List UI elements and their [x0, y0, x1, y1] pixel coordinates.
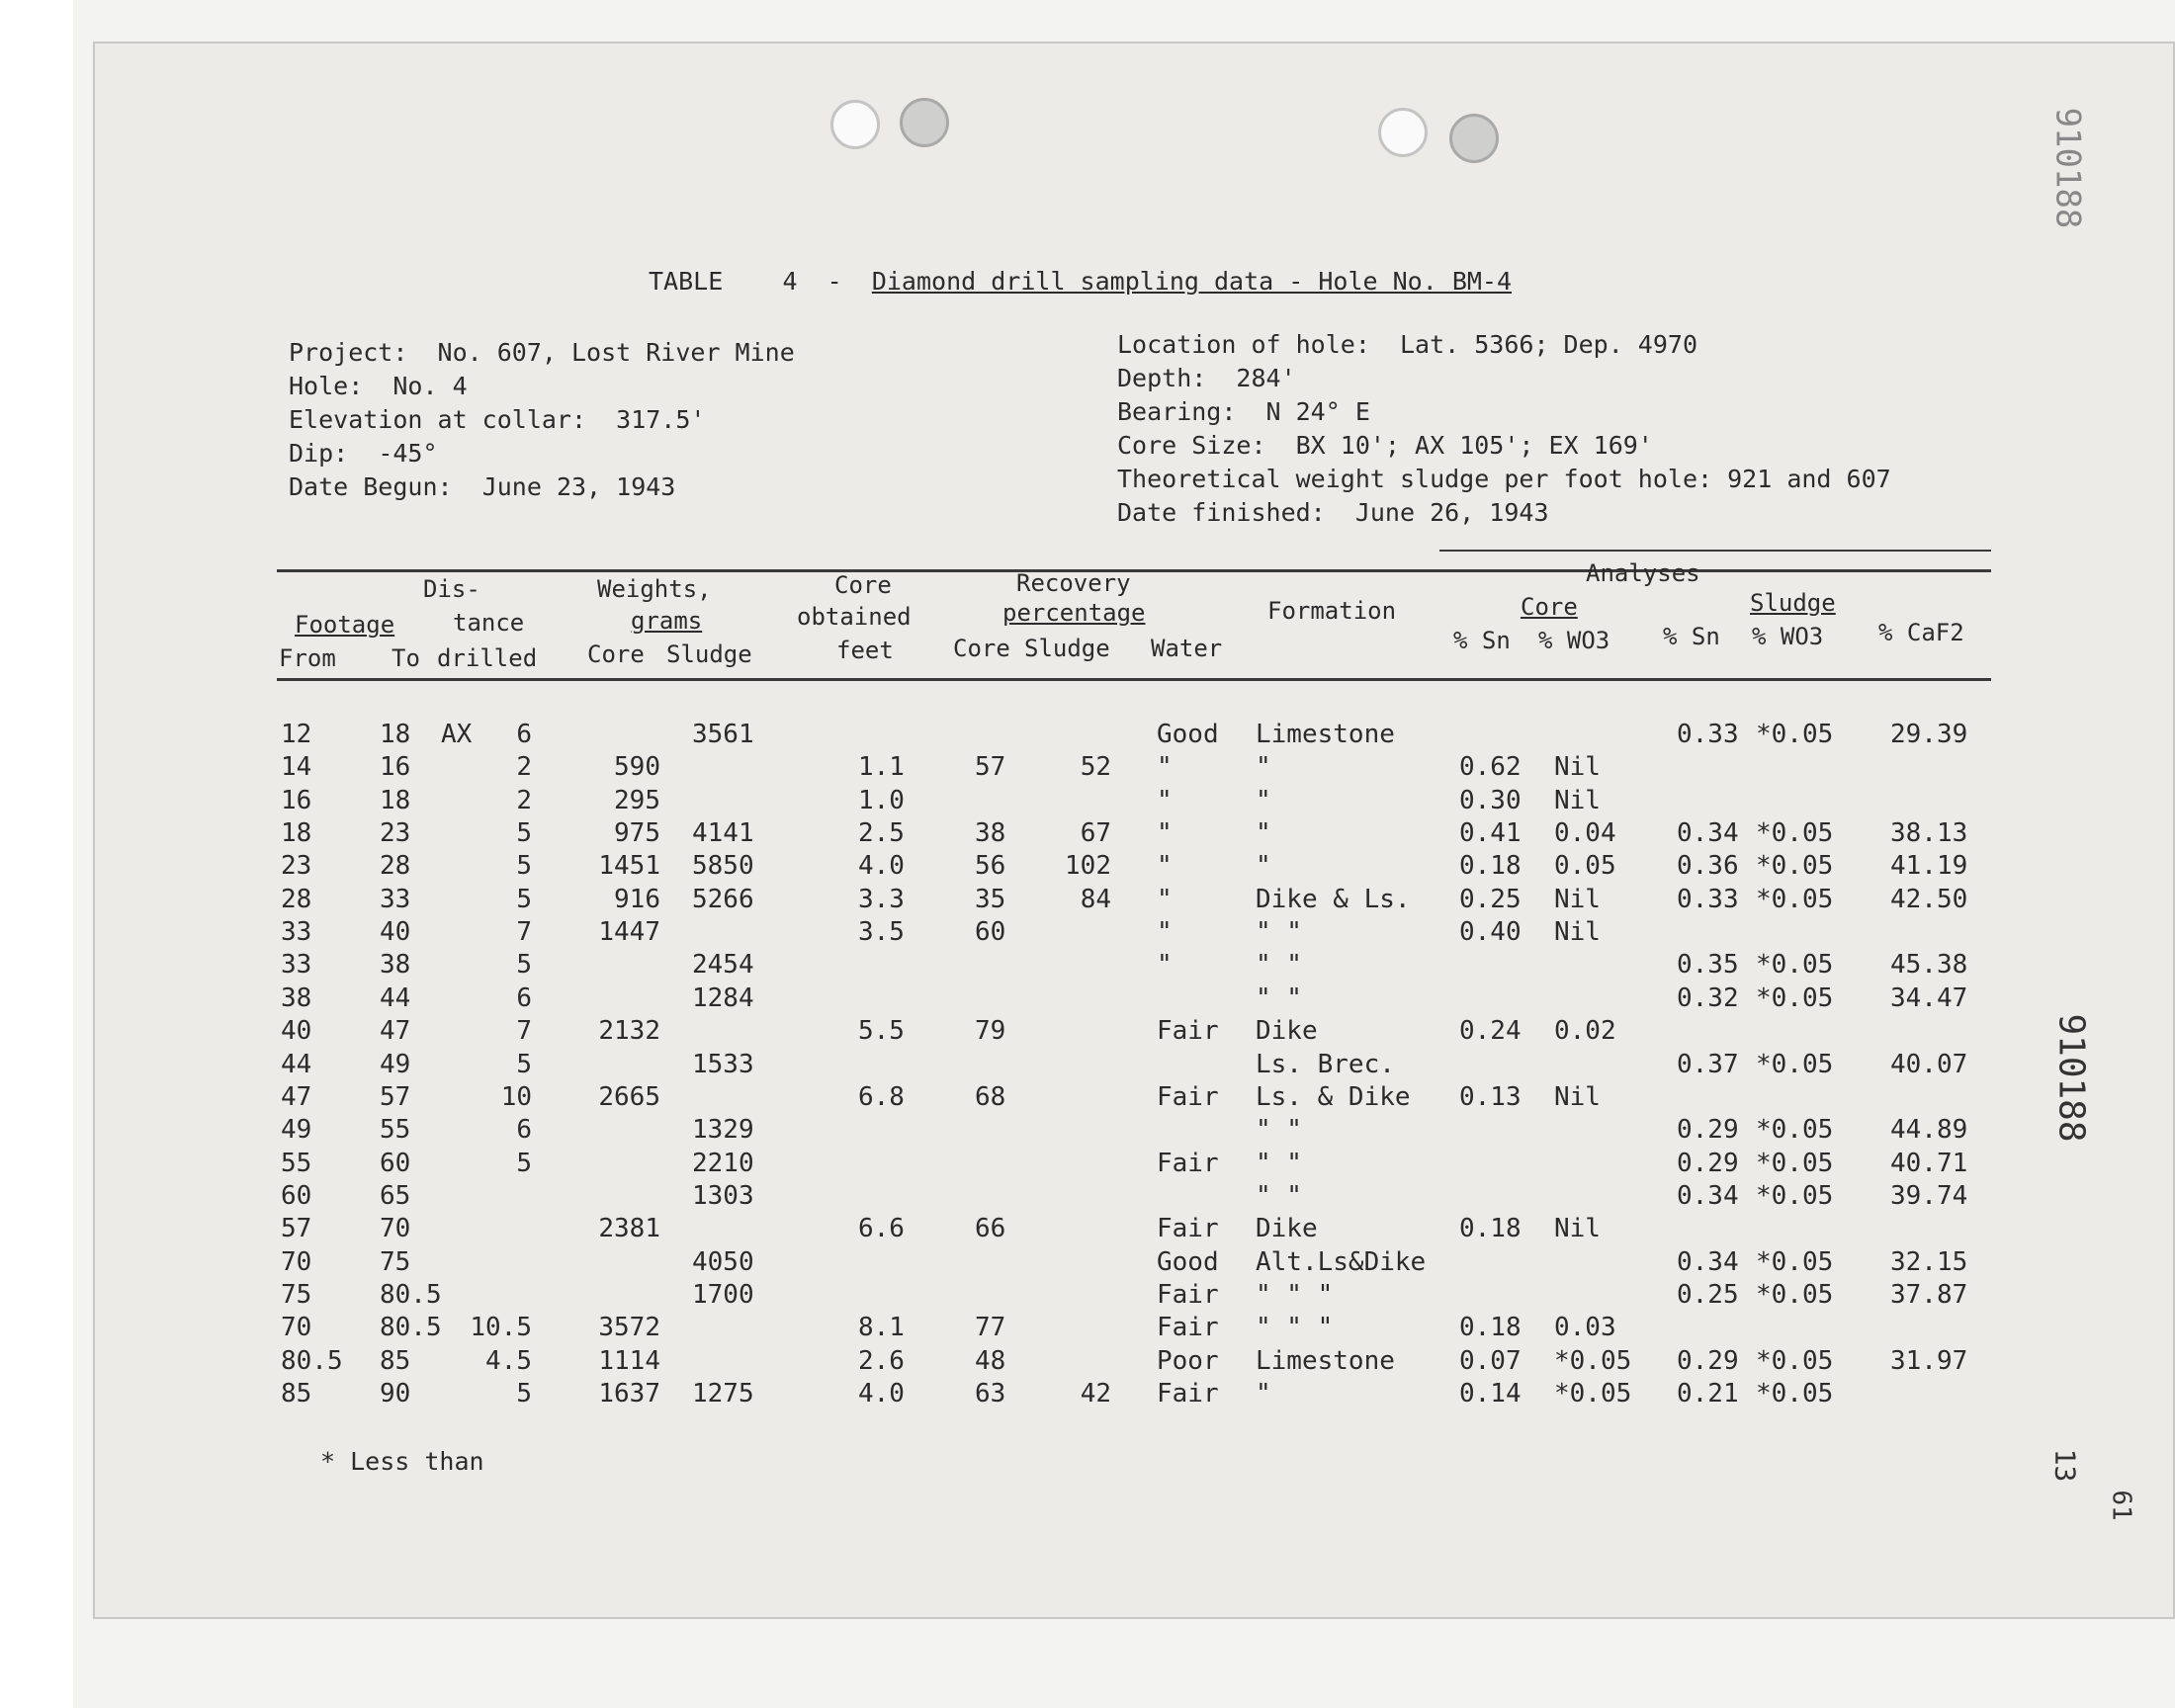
cell-wsludge: 2210	[692, 1148, 754, 1178]
meta-value: June 23, 1943	[481, 472, 676, 501]
cell-dist: 6	[516, 982, 532, 1013]
cell-rsludge: 42	[1080, 1379, 1111, 1409]
meta-value: 317.5'	[616, 405, 706, 434]
cell-cfeet: 1.1	[858, 752, 905, 783]
cell-water: Poor	[1157, 1345, 1219, 1376]
header-weights-sludge: Sludge	[666, 640, 752, 668]
cell-csn: 0.24	[1459, 1016, 1522, 1047]
cell-swo3: *0.05	[1756, 1180, 1834, 1211]
cell-wsludge: 1533	[692, 1049, 754, 1079]
title-prefix: TABLE	[649, 267, 724, 296]
cell-from: 40	[281, 1016, 312, 1047]
cell-ssn: 0.32	[1677, 982, 1739, 1013]
cell-csn: 0.30	[1459, 785, 1522, 815]
header-rule-top	[277, 569, 1991, 572]
header-weights-core: Core	[587, 640, 645, 668]
cell-dist: 5	[516, 851, 532, 882]
cell-rcore: 60	[975, 917, 1006, 948]
cell-rcore: 56	[975, 851, 1006, 882]
punch-hole	[1378, 108, 1428, 157]
table-title	[649, 267, 1512, 296]
cell-ssn: 0.34	[1677, 1246, 1739, 1277]
header-distance-2: tance	[453, 609, 525, 637]
punch-hole	[900, 98, 949, 147]
cell-ssn: 0.36	[1677, 851, 1739, 882]
cell-wsludge: 5266	[692, 884, 754, 914]
cell-from: 49	[281, 1115, 312, 1146]
page-mark: 61	[2106, 1490, 2136, 1521]
title-number: 4	[782, 267, 798, 296]
meta-right	[1117, 328, 1891, 530]
cell-water: Good	[1157, 720, 1219, 749]
cell-water: Fair	[1157, 1313, 1219, 1343]
cell-cfeet: 2.6	[858, 1345, 905, 1376]
cell-rsludge: 84	[1080, 884, 1111, 914]
header-recovery-2: percentage	[1002, 599, 1146, 627]
cell-dist: 6	[516, 720, 532, 749]
cell-caf2: 31.97	[1890, 1345, 1968, 1376]
cell-cfeet: 5.5	[858, 1016, 905, 1047]
meta-value: Lat. 5366; Dep. 4970	[1399, 330, 1698, 359]
header-recovery-water: Water	[1151, 635, 1223, 662]
header-footage: Footage	[295, 611, 395, 639]
cell-cwo3: *0.05	[1554, 1379, 1632, 1409]
cell-water: "	[1157, 851, 1173, 882]
cell-wsludge: 4050	[692, 1246, 754, 1277]
cell-from: 57	[281, 1214, 312, 1244]
header-recovery-sludge: Sludge	[1024, 635, 1110, 662]
cell-rcore: 38	[975, 818, 1006, 849]
meta-label: Depth:	[1117, 364, 1207, 392]
header-core-wo3: % WO3	[1538, 627, 1610, 654]
cell-wcore: 1451	[598, 851, 660, 882]
punch-hole	[1449, 114, 1499, 163]
cell-from: 80.5	[281, 1345, 343, 1376]
cell-wcore: 1114	[598, 1345, 660, 1376]
cell-form: " "	[1256, 1115, 1302, 1146]
cell-swo3: *0.05	[1756, 720, 1834, 749]
cell-form: " "	[1256, 950, 1302, 981]
cell-cwo3: 0.04	[1554, 818, 1616, 849]
cell-ssn: 0.33	[1677, 720, 1739, 749]
cell-cfeet: 2.5	[858, 818, 905, 849]
header-analyses-core: Core	[1521, 593, 1578, 621]
cell-dist: 5	[516, 1148, 532, 1178]
cell-rcore: 35	[975, 884, 1006, 914]
cell-dist: 5	[516, 884, 532, 914]
cell-caf2: 42.50	[1890, 884, 1968, 914]
cell-dist: 5	[516, 1379, 532, 1409]
cell-to: 33	[380, 884, 411, 914]
cell-swo3: *0.05	[1756, 851, 1834, 882]
cell-form: " "	[1256, 1148, 1302, 1178]
cell-from: 44	[281, 1049, 312, 1079]
cell-ssn: 0.37	[1677, 1049, 1739, 1079]
cell-csn: 0.41	[1459, 818, 1522, 849]
cell-form: Dike & Ls.	[1256, 884, 1411, 914]
cell-dist: 5	[516, 1049, 532, 1079]
cell-wcore: 295	[614, 785, 660, 815]
meta-value: N 24° E	[1265, 397, 1370, 426]
header-core-3: feet	[836, 637, 894, 664]
meta-label: Theoretical weight sludge per foot hole:	[1117, 465, 1713, 493]
cell-dist: 2	[516, 785, 532, 815]
header-weights-2: grams	[631, 607, 703, 635]
cell-wcore: 590	[614, 752, 660, 783]
cell-wsludge: 1303	[692, 1180, 754, 1211]
cell-caf2: 32.15	[1890, 1246, 1968, 1277]
cell-form: "	[1256, 851, 1271, 882]
cell-caf2: 39.74	[1890, 1180, 1968, 1211]
cell-wcore: 975	[614, 818, 660, 849]
cell-water: Fair	[1157, 1379, 1219, 1409]
cell-to: 80.5	[380, 1279, 442, 1310]
cell-water: "	[1157, 884, 1173, 914]
cell-swo3: *0.05	[1756, 950, 1834, 981]
cell-rcore: 63	[975, 1379, 1006, 1409]
cell-to: 18	[380, 785, 411, 815]
cell-from: 75	[281, 1279, 312, 1310]
cell-from: 14	[281, 752, 312, 783]
cell-to: 40	[380, 917, 411, 948]
cell-caf2: 41.19	[1890, 851, 1968, 882]
cell-water: "	[1157, 818, 1173, 849]
title-text: Diamond drill sampling data - Hole No. BM-4	[871, 267, 1513, 296]
cell-swo3: *0.05	[1756, 1279, 1834, 1310]
meta-label: Elevation at collar:	[289, 405, 587, 434]
cell-wcore: 2132	[598, 1016, 660, 1047]
margin-stamp-upper: 910188	[2047, 107, 2088, 229]
cell-form: "	[1256, 1379, 1271, 1409]
cell-size: AX	[441, 720, 473, 749]
cell-water: Fair	[1157, 1279, 1219, 1310]
cell-cfeet: 3.3	[858, 884, 905, 914]
cell-wcore: 1637	[598, 1379, 660, 1409]
cell-cfeet: 6.8	[858, 1081, 905, 1112]
cell-ssn: 0.29	[1677, 1345, 1739, 1376]
cell-from: 70	[281, 1246, 312, 1277]
cell-csn: 0.62	[1459, 752, 1522, 783]
header-recovery-core: Core	[953, 635, 1010, 662]
header-distance-3: drilled	[437, 644, 538, 672]
cell-cfeet: 4.0	[858, 851, 905, 882]
cell-from: 33	[281, 950, 312, 981]
meta-label: Dip:	[289, 439, 349, 468]
cell-dist: 2	[516, 752, 532, 783]
cell-ssn: 0.34	[1677, 1180, 1739, 1211]
cell-to: 75	[380, 1246, 411, 1277]
cell-form: Dike	[1256, 1214, 1318, 1244]
cell-dist: 4.5	[485, 1345, 532, 1376]
cell-to: 38	[380, 950, 411, 981]
meta-label: Date finished:	[1117, 498, 1326, 527]
meta-value: 921 and 607	[1727, 465, 1891, 493]
cell-water: "	[1157, 752, 1173, 783]
cell-from: 60	[281, 1180, 312, 1211]
meta-label: Date Begun:	[289, 472, 453, 501]
cell-from: 16	[281, 785, 312, 815]
cell-from: 55	[281, 1148, 312, 1178]
cell-ssn: 0.21	[1677, 1379, 1739, 1409]
cell-rcore: 79	[975, 1016, 1006, 1047]
cell-to: 90	[380, 1379, 411, 1409]
cell-dist: 10.5	[470, 1313, 532, 1343]
meta-value: No. 4	[392, 372, 468, 400]
cell-to: 85	[380, 1345, 411, 1376]
cell-cwo3: 0.02	[1554, 1016, 1616, 1047]
cell-water: Fair	[1157, 1081, 1219, 1112]
cell-water: Fair	[1157, 1016, 1219, 1047]
cell-cfeet: 1.0	[858, 785, 905, 815]
cell-ssn: 0.29	[1677, 1148, 1739, 1178]
cell-csn: 0.13	[1459, 1081, 1522, 1112]
cell-ssn: 0.35	[1677, 950, 1739, 981]
cell-csn: 0.40	[1459, 917, 1522, 948]
header-core-sn: % Sn	[1453, 627, 1511, 654]
meta-value: June 26, 1943	[1354, 498, 1549, 527]
header-from: From	[279, 644, 336, 672]
cell-csn: 0.07	[1459, 1345, 1522, 1376]
cell-water: "	[1157, 950, 1173, 981]
cell-dist: 7	[516, 917, 532, 948]
cell-to: 47	[380, 1016, 411, 1047]
cell-cfeet: 6.6	[858, 1214, 905, 1244]
header-core-1: Core	[834, 571, 892, 599]
cell-from: 23	[281, 851, 312, 882]
cell-cwo3: Nil	[1554, 1214, 1601, 1244]
cell-from: 85	[281, 1379, 312, 1409]
page-number: 13	[2048, 1448, 2082, 1483]
header-analyses-sludge: Sludge	[1750, 589, 1836, 617]
cell-to: 16	[380, 752, 411, 783]
cell-form: Ls. Brec.	[1256, 1049, 1395, 1079]
cell-ssn: 0.25	[1677, 1279, 1739, 1310]
cell-to: 49	[380, 1049, 411, 1079]
cell-swo3: *0.05	[1756, 982, 1834, 1013]
header-analyses: Analyses	[1586, 559, 1700, 587]
cell-from: 12	[281, 720, 312, 749]
footnote: * Less than	[320, 1447, 484, 1476]
cell-water: "	[1157, 917, 1173, 948]
cell-swo3: *0.05	[1756, 1246, 1834, 1277]
cell-to: 44	[380, 982, 411, 1013]
cell-caf2: 34.47	[1890, 982, 1968, 1013]
cell-form: Limestone	[1256, 720, 1395, 749]
cell-wcore: 1447	[598, 917, 660, 948]
meta-left	[289, 336, 795, 504]
cell-wsludge: 5850	[692, 851, 754, 882]
punch-hole	[830, 100, 880, 149]
cell-wcore: 3572	[598, 1313, 660, 1343]
cell-water: Fair	[1157, 1214, 1219, 1244]
cell-cwo3: Nil	[1554, 884, 1601, 914]
cell-wcore: 2665	[598, 1081, 660, 1112]
cell-water: Fair	[1157, 1148, 1219, 1178]
cell-to: 70	[380, 1214, 411, 1244]
header-weights-1: Weights,	[597, 575, 712, 603]
cell-cwo3: *0.05	[1554, 1345, 1632, 1376]
header-distance-1: Dis-	[423, 575, 480, 603]
header-to: To	[392, 644, 420, 672]
cell-cwo3: Nil	[1554, 1081, 1601, 1112]
cell-wsludge: 3561	[692, 720, 754, 749]
title-dash: -	[826, 267, 842, 296]
cell-dist: 6	[516, 1115, 532, 1146]
cell-form: Alt.Ls&Dike	[1256, 1246, 1427, 1277]
cell-form: Limestone	[1256, 1345, 1395, 1376]
cell-to: 65	[380, 1180, 411, 1211]
cell-from: 70	[281, 1313, 312, 1343]
meta-value: 284'	[1236, 364, 1296, 392]
cell-from: 33	[281, 917, 312, 948]
cell-rcore: 66	[975, 1214, 1006, 1244]
cell-form: "	[1256, 752, 1271, 783]
cell-form: " " "	[1256, 1279, 1334, 1310]
cell-cwo3: Nil	[1554, 785, 1601, 815]
cell-csn: 0.14	[1459, 1379, 1522, 1409]
cell-swo3: *0.05	[1756, 1115, 1834, 1146]
cell-to: 55	[380, 1115, 411, 1146]
cell-swo3: *0.05	[1756, 884, 1834, 914]
cell-form: " " "	[1256, 1313, 1334, 1343]
cell-wsludge: 1284	[692, 982, 754, 1013]
cell-caf2: 37.87	[1890, 1279, 1968, 1310]
meta-label: Location of hole:	[1117, 330, 1370, 359]
cell-to: 57	[380, 1081, 411, 1112]
cell-cwo3: Nil	[1554, 917, 1601, 948]
cell-from: 18	[281, 818, 312, 849]
cell-cfeet: 4.0	[858, 1379, 905, 1409]
cell-rcore: 57	[975, 752, 1006, 783]
header-recovery-1: Recovery	[1016, 569, 1131, 597]
cell-from: 38	[281, 982, 312, 1013]
cell-to: 60	[380, 1148, 411, 1178]
cell-cwo3: Nil	[1554, 752, 1601, 783]
cell-csn: 0.18	[1459, 1313, 1522, 1343]
cell-wsludge: 1275	[692, 1379, 754, 1409]
cell-rcore: 77	[975, 1313, 1006, 1343]
meta-label: Hole:	[289, 372, 364, 400]
header-sludge-caf2: % CaF2	[1878, 619, 1964, 646]
cell-csn: 0.18	[1459, 851, 1522, 882]
cell-cfeet: 8.1	[858, 1313, 905, 1343]
cell-swo3: *0.05	[1756, 818, 1834, 849]
cell-dist: 5	[516, 818, 532, 849]
cell-swo3: *0.05	[1756, 1049, 1834, 1079]
header-core-2: obtained	[797, 603, 912, 631]
meta-value: No. 607, Lost River Mine	[437, 338, 795, 367]
cell-caf2: 38.13	[1890, 818, 1968, 849]
cell-wsludge: 4141	[692, 818, 754, 849]
cell-form: Ls. & Dike	[1256, 1081, 1411, 1112]
cell-swo3: *0.05	[1756, 1379, 1834, 1409]
header-rule-top-right	[1439, 550, 1991, 552]
cell-form: " "	[1256, 982, 1302, 1013]
cell-from: 47	[281, 1081, 312, 1112]
cell-ssn: 0.29	[1677, 1115, 1739, 1146]
cell-to: 18	[380, 720, 411, 749]
cell-form: "	[1256, 785, 1271, 815]
cell-water: Good	[1157, 1246, 1219, 1277]
cell-csn: 0.25	[1459, 884, 1522, 914]
cell-swo3: *0.05	[1756, 1345, 1834, 1376]
cell-from: 28	[281, 884, 312, 914]
cell-wsludge: 1329	[692, 1115, 754, 1146]
meta-label: Core Size:	[1117, 431, 1266, 460]
header-rule-bottom	[277, 678, 1991, 681]
cell-dist: 5	[516, 950, 532, 981]
cell-cfeet: 3.5	[858, 917, 905, 948]
cell-cwo3: 0.05	[1554, 851, 1616, 882]
cell-to: 28	[380, 851, 411, 882]
cell-form: "	[1256, 818, 1271, 849]
cell-caf2: 45.38	[1890, 950, 1968, 981]
meta-label: Bearing:	[1117, 397, 1237, 426]
cell-cwo3: 0.03	[1554, 1313, 1616, 1343]
header-sludge-wo3: % WO3	[1752, 623, 1824, 650]
cell-rcore: 68	[975, 1081, 1006, 1112]
cell-caf2: 40.07	[1890, 1049, 1968, 1079]
cell-dist: 10	[500, 1081, 532, 1112]
cell-water: "	[1157, 785, 1173, 815]
cell-caf2: 40.71	[1890, 1148, 1968, 1178]
cell-swo3: *0.05	[1756, 1148, 1834, 1178]
cell-wsludge: 2454	[692, 950, 754, 981]
cell-form: " "	[1256, 917, 1302, 948]
cell-ssn: 0.34	[1677, 818, 1739, 849]
cell-wcore: 2381	[598, 1214, 660, 1244]
cell-wcore: 916	[614, 884, 660, 914]
cell-rcore: 48	[975, 1345, 1006, 1376]
cell-form: " "	[1256, 1180, 1302, 1211]
cell-rsludge: 52	[1080, 752, 1111, 783]
cell-caf2: 29.39	[1890, 720, 1968, 749]
header-formation: Formation	[1267, 597, 1397, 625]
header-sludge-sn: % Sn	[1663, 623, 1720, 650]
cell-form: Dike	[1256, 1016, 1318, 1047]
cell-to: 23	[380, 818, 411, 849]
cell-caf2: 44.89	[1890, 1115, 1968, 1146]
cell-to: 80.5	[380, 1313, 442, 1343]
cell-csn: 0.18	[1459, 1214, 1522, 1244]
cell-wsludge: 1700	[692, 1279, 754, 1310]
meta-value: BX 10'; AX 105'; EX 169'	[1295, 431, 1653, 460]
meta-label: Project:	[289, 338, 408, 367]
cell-dist: 7	[516, 1016, 532, 1047]
cell-rsludge: 67	[1080, 818, 1111, 849]
cell-ssn: 0.33	[1677, 884, 1739, 914]
meta-value: -45°	[378, 439, 438, 468]
margin-stamp-lower: 910188	[2050, 1013, 2092, 1143]
cell-rsludge: 102	[1065, 851, 1111, 882]
